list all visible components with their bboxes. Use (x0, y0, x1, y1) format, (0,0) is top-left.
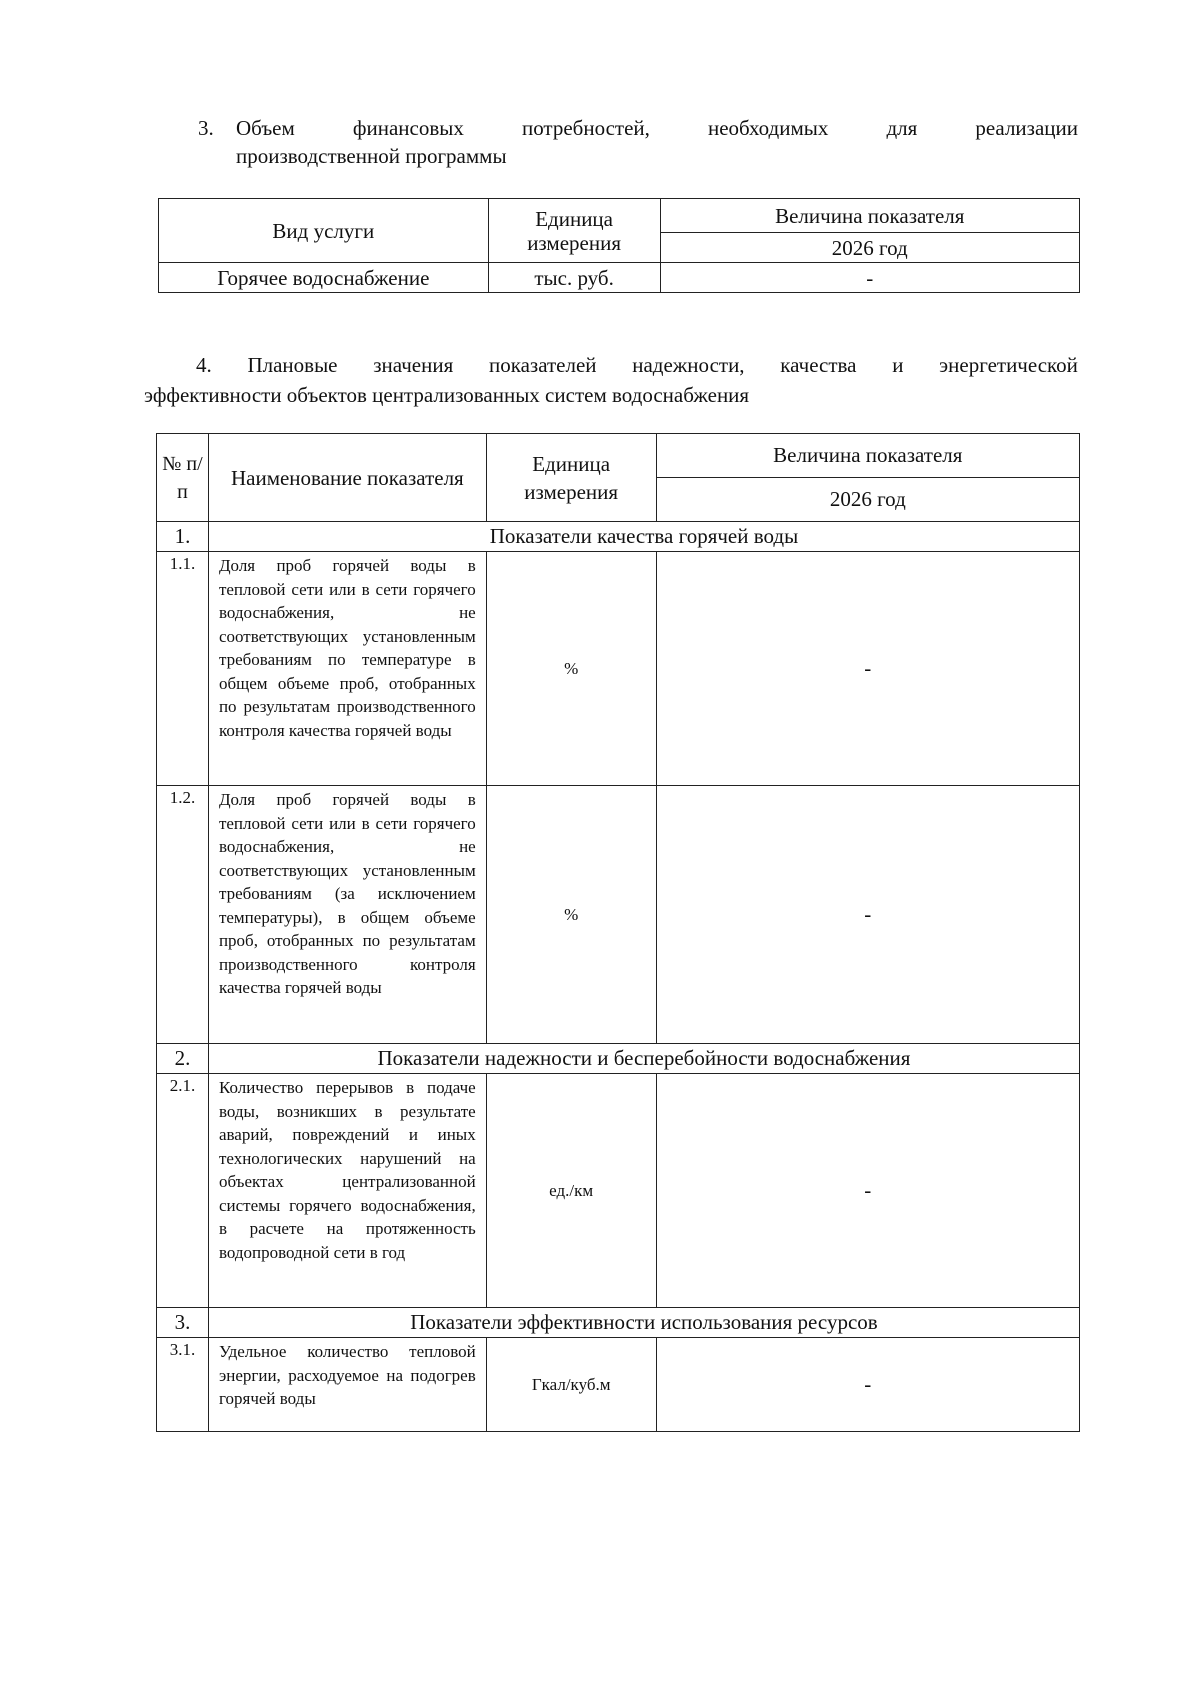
title-word: реализации (975, 116, 1078, 140)
title-word: показателей (488, 353, 597, 377)
row-unit: ед./км (486, 1074, 656, 1308)
row-name: Доля проб горячей воды в тепловой сети или в сети горячего водоснабжения, не соответствующих установленным требованиям (за исключением температуры), в общем объеме проб, отобранных по результатам производственного контроля качества горячей воды (208, 786, 486, 1044)
cell-service: Горячее водоснабжение (159, 263, 489, 293)
cell-unit: тыс. руб. (488, 263, 660, 293)
title-word: необходимых (708, 116, 829, 140)
header-year: 2026 год (660, 233, 1079, 263)
header-service: Вид услуги (159, 199, 489, 263)
section-num: 2. (157, 1044, 209, 1074)
section-title: Показатели эффективности использования ресурсов (208, 1308, 1079, 1338)
header-name: Наименование показателя (208, 434, 486, 522)
title-word: Объем (236, 116, 295, 140)
row-num: 1.1. (157, 552, 209, 786)
header-num: № п/п (157, 434, 209, 522)
table-row (157, 1074, 1080, 1308)
section-3-title-line2: производственной программы (236, 144, 507, 168)
financial-needs-table (158, 198, 1080, 293)
title-word: для (886, 116, 918, 140)
row-unit: % (486, 552, 656, 786)
cell-value: - (660, 263, 1079, 293)
title-word: надежности, (632, 353, 745, 377)
title-word: качества (780, 353, 857, 377)
section-4-number: 4. (196, 353, 212, 377)
row-unit: Гкал/куб.м (486, 1338, 656, 1432)
section-3-title-line1 (236, 114, 1078, 142)
title-word: Плановые (247, 353, 338, 377)
table-row (157, 552, 1080, 786)
row-name: Количество перерывов в подаче воды, возникших в результате аварий, повреждений и иных технологических нарушений на объектах централизованной системы горячего водоснабжения, в расчете на протяженность водопроводной сети в год (208, 1074, 486, 1308)
title-word: значения (373, 353, 454, 377)
section-row (157, 1308, 1080, 1338)
title-word: энергетической (939, 353, 1078, 377)
row-value: - (656, 1074, 1079, 1308)
row-value: - (656, 1338, 1079, 1432)
header-unit: Единица измерения (486, 434, 656, 522)
section-4-title-line1 (196, 350, 1078, 380)
title-word: потребностей, (521, 116, 650, 140)
section-row (157, 1044, 1080, 1074)
indicators-table (156, 433, 1080, 1432)
row-num: 3.1. (157, 1338, 209, 1432)
header-year: 2026 год (656, 478, 1079, 522)
title-word: финансовых (352, 116, 464, 140)
row-name: Удельное количество тепловой энергии, расходуемое на подогрев горячей воды (208, 1338, 486, 1432)
section-num: 1. (157, 522, 209, 552)
header-unit: Единица измерения (488, 199, 660, 263)
row-num: 1.2. (157, 786, 209, 1044)
header-value: Величина показателя (660, 199, 1079, 233)
section-4-title-line2: эффективности объектов централизованных систем водоснабжения (144, 383, 750, 407)
header-value: Величина показателя (656, 434, 1079, 478)
table-row (157, 1338, 1080, 1432)
row-num: 2.1. (157, 1074, 209, 1308)
title-word: и (892, 353, 904, 377)
row-value: - (656, 786, 1079, 1044)
section-title: Показатели качества горячей воды (208, 522, 1079, 552)
section-num: 3. (157, 1308, 209, 1338)
row-unit: % (486, 786, 656, 1044)
section-title: Показатели надежности и бесперебойности водоснабжения (208, 1044, 1079, 1074)
section-3-number: 3. (198, 116, 214, 140)
table-row (157, 786, 1080, 1044)
row-name: Доля проб горячей воды в тепловой сети или в сети горячего водоснабжения, не соответствующих установленным требованиям по температуре в общем объеме проб, отобранных по результатам производственного контроля качества горячей воды (208, 552, 486, 786)
row-value: - (656, 552, 1079, 786)
section-row (157, 522, 1080, 552)
